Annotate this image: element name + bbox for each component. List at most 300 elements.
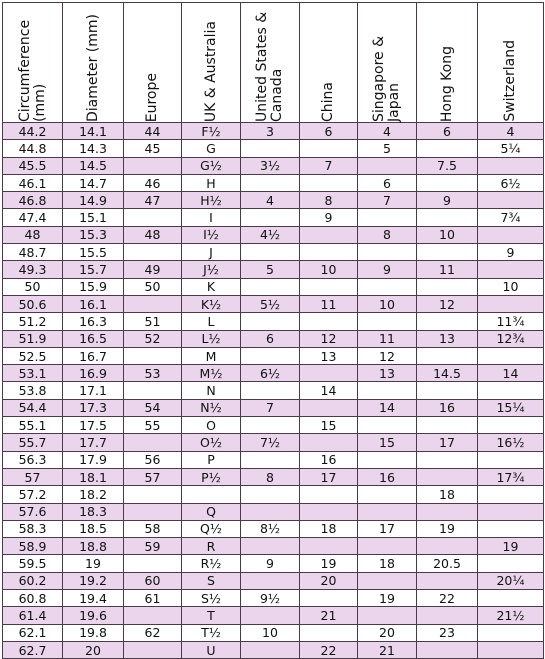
table-cell-switzerland <box>478 590 544 607</box>
table-cell-uk-australia: I½ <box>182 226 241 243</box>
table-cell-china <box>300 538 358 555</box>
table-cell-china <box>300 313 358 330</box>
table-cell-uk-australia: T½ <box>182 624 241 641</box>
table-cell-hong-kong <box>417 382 478 399</box>
table-row <box>3 590 544 607</box>
table-row <box>3 192 544 209</box>
column-header-diameter <box>63 3 124 123</box>
table-row <box>3 417 544 434</box>
table-cell-diameter: 18.5 <box>63 520 124 537</box>
table-cell-uk-australia: H <box>182 174 241 191</box>
table-cell-circumference: 54.4 <box>3 399 63 416</box>
table-cell-diameter: 17.7 <box>63 434 124 451</box>
table-cell-europe: 49 <box>124 261 182 278</box>
table-cell-diameter: 17.9 <box>63 451 124 468</box>
table-row <box>3 347 544 364</box>
table-cell-circumference: 48 <box>3 226 63 243</box>
table-cell-europe: 51 <box>124 313 182 330</box>
table-cell-uk-australia: O½ <box>182 434 241 451</box>
column-header-label: Diameter (mm) <box>84 13 101 122</box>
table-cell-switzerland <box>478 451 544 468</box>
column-header-label: United States & Canada <box>254 11 285 122</box>
table-cell-singapore-japan <box>358 607 417 624</box>
table-row <box>3 555 544 572</box>
table-cell-uk-australia: R½ <box>182 555 241 572</box>
table-cell-switzerland: 5¼ <box>478 140 544 157</box>
table-cell-us-canada: 8 <box>241 468 300 485</box>
table-cell-china: 9 <box>300 209 358 226</box>
table-cell-china: 20 <box>300 572 358 589</box>
table-cell-diameter: 14.9 <box>63 192 124 209</box>
table-cell-singapore-japan <box>358 209 417 226</box>
table-cell-singapore-japan: 4 <box>358 123 417 140</box>
table-cell-europe <box>124 157 182 174</box>
table-cell-uk-australia: G <box>182 140 241 157</box>
table-row <box>3 520 544 537</box>
table-cell-circumference: 53.8 <box>3 382 63 399</box>
table-row <box>3 538 544 555</box>
table-cell-hong-kong: 7.5 <box>417 157 478 174</box>
table-cell-circumference: 62.7 <box>3 641 63 658</box>
table-cell-china <box>300 434 358 451</box>
table-cell-singapore-japan <box>358 382 417 399</box>
table-row <box>3 607 544 624</box>
column-header-label: Hong Kong <box>438 45 455 122</box>
table-cell-uk-australia: N½ <box>182 399 241 416</box>
table-cell-diameter: 15.9 <box>63 278 124 295</box>
table-cell-china: 17 <box>300 468 358 485</box>
table-cell-uk-australia: Q½ <box>182 520 241 537</box>
table-cell-hong-kong: 18 <box>417 486 478 503</box>
table-row <box>3 261 544 278</box>
table-row <box>3 382 544 399</box>
table-cell-china: 14 <box>300 382 358 399</box>
table-cell-china <box>300 226 358 243</box>
table-cell-europe: 60 <box>124 572 182 589</box>
table-cell-singapore-japan <box>358 313 417 330</box>
table-cell-hong-kong <box>417 417 478 434</box>
table-cell-singapore-japan <box>358 278 417 295</box>
table-cell-uk-australia: P <box>182 451 241 468</box>
table-cell-china: 11 <box>300 295 358 312</box>
column-header-label: Circumference (mm) <box>16 19 48 122</box>
table-row <box>3 486 544 503</box>
table-row <box>3 313 544 330</box>
table-cell-europe: 56 <box>124 451 182 468</box>
table-cell-uk-australia: J <box>182 244 241 261</box>
table-cell-china: 21 <box>300 607 358 624</box>
table-cell-switzerland <box>478 261 544 278</box>
table-cell-hong-kong: 14.5 <box>417 365 478 382</box>
table-cell-hong-kong: 23 <box>417 624 478 641</box>
table-cell-europe <box>124 641 182 658</box>
table-cell-circumference: 60.2 <box>3 572 63 589</box>
table-cell-uk-australia <box>182 486 241 503</box>
table-cell-switzerland: 20¼ <box>478 572 544 589</box>
table-cell-hong-kong: 11 <box>417 261 478 278</box>
table-cell-europe <box>124 555 182 572</box>
table-cell-us-canada: 4 <box>241 192 300 209</box>
table-cell-uk-australia: G½ <box>182 157 241 174</box>
table-cell-singapore-japan: 9 <box>358 261 417 278</box>
column-header-europe <box>124 3 182 123</box>
table-cell-diameter: 14.5 <box>63 157 124 174</box>
table-body <box>3 123 544 659</box>
table-cell-singapore-japan: 19 <box>358 590 417 607</box>
table-cell-singapore-japan: 18 <box>358 555 417 572</box>
table-row <box>3 572 544 589</box>
table-cell-europe: 62 <box>124 624 182 641</box>
table-cell-circumference: 61.4 <box>3 607 63 624</box>
table-cell-europe: 52 <box>124 330 182 347</box>
table-cell-europe: 47 <box>124 192 182 209</box>
table-cell-singapore-japan: 8 <box>358 226 417 243</box>
table-cell-us-canada <box>241 140 300 157</box>
table-cell-us-canada <box>241 538 300 555</box>
table-cell-switzerland: 4 <box>478 123 544 140</box>
table-cell-us-canada: 7½ <box>241 434 300 451</box>
table-cell-hong-kong: 19 <box>417 520 478 537</box>
table-row <box>3 209 544 226</box>
table-cell-hong-kong: 13 <box>417 330 478 347</box>
table-cell-hong-kong: 20.5 <box>417 555 478 572</box>
table-cell-us-canada: 3½ <box>241 157 300 174</box>
table-cell-uk-australia: J½ <box>182 261 241 278</box>
table-cell-singapore-japan <box>358 503 417 520</box>
table-cell-us-canada: 5 <box>241 261 300 278</box>
table-cell-hong-kong: 6 <box>417 123 478 140</box>
table-row <box>3 451 544 468</box>
table-row <box>3 157 544 174</box>
table-cell-europe <box>124 486 182 503</box>
table-cell-china <box>300 365 358 382</box>
table-cell-singapore-japan: 10 <box>358 295 417 312</box>
table-cell-diameter: 15.3 <box>63 226 124 243</box>
table-cell-singapore-japan <box>358 417 417 434</box>
table-cell-us-canada <box>241 244 300 261</box>
table-cell-hong-kong: 16 <box>417 399 478 416</box>
column-header-china <box>300 3 358 123</box>
column-header-label: Switzerland <box>502 40 518 122</box>
table-cell-circumference: 51.2 <box>3 313 63 330</box>
table-cell-diameter: 15.7 <box>63 261 124 278</box>
table-cell-hong-kong: 12 <box>417 295 478 312</box>
table-cell-uk-australia: Q <box>182 503 241 520</box>
table-cell-diameter: 19 <box>63 555 124 572</box>
column-header-us-canada <box>241 3 300 123</box>
table-cell-switzerland <box>478 417 544 434</box>
table-row <box>3 434 544 451</box>
table-cell-circumference: 60.8 <box>3 590 63 607</box>
table-cell-hong-kong: 22 <box>417 590 478 607</box>
table-cell-diameter: 19.2 <box>63 572 124 589</box>
table-cell-us-canada <box>241 209 300 226</box>
table-cell-diameter: 18.3 <box>63 503 124 520</box>
table-cell-europe: 44 <box>124 123 182 140</box>
table-cell-circumference: 55.1 <box>3 417 63 434</box>
table-cell-china: 18 <box>300 520 358 537</box>
table-cell-diameter: 19.4 <box>63 590 124 607</box>
table-cell-switzerland: 11¾ <box>478 313 544 330</box>
table-cell-china <box>300 503 358 520</box>
table-cell-uk-australia: P½ <box>182 468 241 485</box>
table-cell-circumference: 52.5 <box>3 347 63 364</box>
table-cell-switzerland <box>478 226 544 243</box>
table-cell-circumference: 53.1 <box>3 365 63 382</box>
table-cell-singapore-japan <box>358 538 417 555</box>
table-cell-europe: 58 <box>124 520 182 537</box>
table-cell-singapore-japan: 12 <box>358 347 417 364</box>
table-cell-switzerland: 19 <box>478 538 544 555</box>
table-cell-diameter: 14.1 <box>63 123 124 140</box>
table-cell-circumference: 47.4 <box>3 209 63 226</box>
table-cell-switzerland: 6½ <box>478 174 544 191</box>
table-cell-us-canada <box>241 572 300 589</box>
table-cell-diameter: 20 <box>63 641 124 658</box>
table-cell-china: 12 <box>300 330 358 347</box>
table-cell-circumference: 56.3 <box>3 451 63 468</box>
table-cell-china <box>300 624 358 641</box>
table-cell-us-canada: 4½ <box>241 226 300 243</box>
table-cell-switzerland <box>478 382 544 399</box>
table-row <box>3 123 544 140</box>
table-cell-us-canada <box>241 503 300 520</box>
table-cell-hong-kong <box>417 174 478 191</box>
table-cell-diameter: 18.2 <box>63 486 124 503</box>
table-cell-diameter: 18.8 <box>63 538 124 555</box>
table-row <box>3 244 544 261</box>
table-cell-uk-australia: U <box>182 641 241 658</box>
column-header-circumference <box>3 3 63 123</box>
table-cell-singapore-japan: 6 <box>358 174 417 191</box>
table-cell-uk-australia: L <box>182 313 241 330</box>
table-cell-europe <box>124 347 182 364</box>
table-cell-circumference: 59.5 <box>3 555 63 572</box>
table-cell-us-canada <box>241 347 300 364</box>
table-cell-switzerland <box>478 520 544 537</box>
table-row <box>3 140 544 157</box>
table-cell-circumference: 57.6 <box>3 503 63 520</box>
table-cell-switzerland: 7¾ <box>478 209 544 226</box>
table-cell-europe: 55 <box>124 417 182 434</box>
table-cell-circumference: 44.2 <box>3 123 63 140</box>
table-cell-circumference: 49.3 <box>3 261 63 278</box>
table-cell-singapore-japan: 20 <box>358 624 417 641</box>
table-cell-us-canada <box>241 451 300 468</box>
table-cell-us-canada: 10 <box>241 624 300 641</box>
table-cell-europe: 53 <box>124 365 182 382</box>
table-cell-switzerland <box>478 295 544 312</box>
table-cell-us-canada: 9 <box>241 555 300 572</box>
table-cell-europe: 50 <box>124 278 182 295</box>
table-row <box>3 295 544 312</box>
table-cell-circumference: 46.8 <box>3 192 63 209</box>
table-cell-switzerland <box>478 503 544 520</box>
table-cell-hong-kong <box>417 503 478 520</box>
table-cell-switzerland <box>478 555 544 572</box>
table-cell-hong-kong <box>417 451 478 468</box>
table-cell-europe: 46 <box>124 174 182 191</box>
table-row <box>3 330 544 347</box>
table-cell-circumference: 48.7 <box>3 244 63 261</box>
table-cell-hong-kong <box>417 468 478 485</box>
table-cell-uk-australia: O <box>182 417 241 434</box>
table-cell-china: 13 <box>300 347 358 364</box>
table-cell-circumference: 50 <box>3 278 63 295</box>
table-cell-china: 15 <box>300 417 358 434</box>
table-cell-singapore-japan: 5 <box>358 140 417 157</box>
table-cell-china <box>300 486 358 503</box>
table-cell-china: 8 <box>300 192 358 209</box>
table-cell-singapore-japan <box>358 572 417 589</box>
table-cell-china: 7 <box>300 157 358 174</box>
table-row <box>3 468 544 485</box>
column-header-label: Singapore & Japan <box>371 36 402 122</box>
table-cell-switzerland: 14 <box>478 365 544 382</box>
table-cell-hong-kong <box>417 572 478 589</box>
table-cell-singapore-japan <box>358 157 417 174</box>
column-header-label: UK & Australia <box>202 20 219 122</box>
table-cell-us-canada <box>241 641 300 658</box>
table-cell-diameter: 17.5 <box>63 417 124 434</box>
table-cell-diameter: 16.5 <box>63 330 124 347</box>
table-cell-uk-australia: L½ <box>182 330 241 347</box>
table-cell-europe <box>124 434 182 451</box>
table-cell-diameter: 17.3 <box>63 399 124 416</box>
table-cell-us-canada: 9½ <box>241 590 300 607</box>
table-cell-singapore-japan: 14 <box>358 399 417 416</box>
table-cell-us-canada <box>241 174 300 191</box>
table-cell-switzerland <box>478 347 544 364</box>
table-cell-diameter: 16.3 <box>63 313 124 330</box>
table-cell-switzerland: 16½ <box>478 434 544 451</box>
column-header-singapore-japan <box>358 3 417 123</box>
table-cell-hong-kong <box>417 313 478 330</box>
table-cell-us-canada <box>241 486 300 503</box>
table-row <box>3 641 544 658</box>
table-cell-diameter: 17.1 <box>63 382 124 399</box>
table-cell-switzerland: 9 <box>478 244 544 261</box>
table-cell-singapore-japan: 13 <box>358 365 417 382</box>
table-cell-europe: 61 <box>124 590 182 607</box>
table-cell-europe <box>124 295 182 312</box>
table-cell-hong-kong <box>417 140 478 157</box>
table-row <box>3 174 544 191</box>
table-cell-hong-kong <box>417 607 478 624</box>
table-cell-circumference: 57 <box>3 468 63 485</box>
table-cell-china <box>300 590 358 607</box>
table-header <box>3 3 544 123</box>
column-header-switzerland <box>478 3 544 123</box>
table-cell-china: 10 <box>300 261 358 278</box>
table-cell-switzerland: 15¼ <box>478 399 544 416</box>
table-cell-hong-kong <box>417 641 478 658</box>
table-cell-diameter: 19.8 <box>63 624 124 641</box>
table-cell-us-canada: 8½ <box>241 520 300 537</box>
column-header-hong-kong <box>417 3 478 123</box>
table-cell-circumference: 46.1 <box>3 174 63 191</box>
table-cell-diameter: 16.9 <box>63 365 124 382</box>
table-cell-europe <box>124 209 182 226</box>
table-cell-singapore-japan <box>358 486 417 503</box>
table-cell-hong-kong <box>417 347 478 364</box>
table-cell-switzerland: 10 <box>478 278 544 295</box>
table-cell-europe: 45 <box>124 140 182 157</box>
ring-size-table <box>2 2 544 659</box>
table-cell-circumference: 45.5 <box>3 157 63 174</box>
column-header-label: China <box>320 82 336 122</box>
table-cell-europe <box>124 607 182 624</box>
table-cell-europe: 48 <box>124 226 182 243</box>
table-row <box>3 365 544 382</box>
table-cell-us-canada <box>241 278 300 295</box>
column-header-label: Europe <box>144 72 160 122</box>
table-cell-uk-australia: T <box>182 607 241 624</box>
table-cell-switzerland <box>478 624 544 641</box>
table-cell-europe <box>124 244 182 261</box>
table-cell-hong-kong: 9 <box>417 192 478 209</box>
table-cell-uk-australia: K½ <box>182 295 241 312</box>
table-cell-china: 19 <box>300 555 358 572</box>
table-cell-china <box>300 399 358 416</box>
table-cell-circumference: 58.3 <box>3 520 63 537</box>
table-cell-hong-kong: 17 <box>417 434 478 451</box>
table-cell-hong-kong: 10 <box>417 226 478 243</box>
table-cell-circumference: 55.7 <box>3 434 63 451</box>
table-row <box>3 503 544 520</box>
table-row <box>3 624 544 641</box>
table-cell-uk-australia: N <box>182 382 241 399</box>
table-cell-diameter: 15.5 <box>63 244 124 261</box>
table-cell-china <box>300 174 358 191</box>
table-cell-china <box>300 278 358 295</box>
table-cell-switzerland <box>478 192 544 209</box>
table-cell-diameter: 19.6 <box>63 607 124 624</box>
table-cell-diameter: 18.1 <box>63 468 124 485</box>
table-cell-us-canada: 6 <box>241 330 300 347</box>
table-cell-switzerland <box>478 641 544 658</box>
table-row <box>3 226 544 243</box>
table-cell-uk-australia: S <box>182 572 241 589</box>
table-row <box>3 399 544 416</box>
table-cell-china: 16 <box>300 451 358 468</box>
table-cell-us-canada: 3 <box>241 123 300 140</box>
table-cell-uk-australia: R <box>182 538 241 555</box>
table-cell-china <box>300 140 358 157</box>
table-cell-switzerland: 12¾ <box>478 330 544 347</box>
table-cell-uk-australia: M½ <box>182 365 241 382</box>
table-cell-china: 6 <box>300 123 358 140</box>
table-cell-us-canada <box>241 417 300 434</box>
table-cell-circumference: 62.1 <box>3 624 63 641</box>
table-cell-china: 22 <box>300 641 358 658</box>
table-cell-singapore-japan: 15 <box>358 434 417 451</box>
table-cell-uk-australia: M <box>182 347 241 364</box>
table-cell-singapore-japan: 16 <box>358 468 417 485</box>
table-cell-diameter: 14.3 <box>63 140 124 157</box>
table-cell-circumference: 51.9 <box>3 330 63 347</box>
table-cell-singapore-japan: 21 <box>358 641 417 658</box>
ring-size-chart <box>2 2 544 659</box>
table-cell-switzerland: 17¾ <box>478 468 544 485</box>
table-cell-us-canada <box>241 607 300 624</box>
table-cell-singapore-japan: 17 <box>358 520 417 537</box>
table-cell-circumference: 57.2 <box>3 486 63 503</box>
table-cell-europe <box>124 382 182 399</box>
table-cell-singapore-japan: 11 <box>358 330 417 347</box>
table-cell-china <box>300 244 358 261</box>
table-cell-europe: 57 <box>124 468 182 485</box>
